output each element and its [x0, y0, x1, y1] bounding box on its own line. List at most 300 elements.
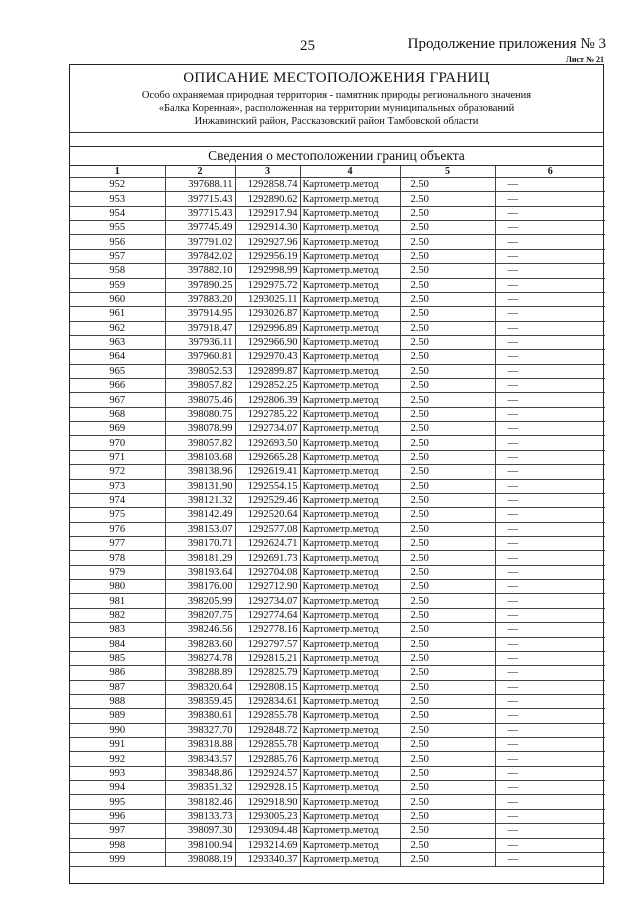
- accuracy-cell: 2.50: [400, 752, 495, 766]
- x-coordinate-cell: 397745.49: [165, 221, 235, 235]
- description-cell: —: [495, 393, 605, 407]
- table-row: [70, 407, 605, 421]
- accuracy-cell: 2.50: [400, 694, 495, 708]
- table-row: [70, 608, 605, 622]
- description-cell: —: [495, 809, 605, 823]
- accuracy-cell: 2.50: [400, 838, 495, 852]
- point-number-cell: 963: [70, 335, 165, 349]
- table-row: [70, 694, 605, 708]
- coordinates-table: [70, 166, 605, 867]
- table-row: [70, 436, 605, 450]
- y-coordinate-cell: 1292520.64: [235, 508, 300, 522]
- description-cell: —: [495, 795, 605, 809]
- point-number-cell: 991: [70, 738, 165, 752]
- y-coordinate-cell: 1292734.07: [235, 422, 300, 436]
- point-number-cell: 956: [70, 235, 165, 249]
- table-row: [70, 192, 605, 206]
- table-row: [70, 651, 605, 665]
- x-coordinate-cell: 398348.86: [165, 766, 235, 780]
- y-coordinate-cell: 1292975.72: [235, 278, 300, 292]
- table-row: [70, 752, 605, 766]
- object-description-line-3: Инжавинский район, Рассказовский район Тамбовской области: [194, 116, 479, 127]
- accuracy-cell: 2.50: [400, 335, 495, 349]
- accuracy-cell: 2.50: [400, 809, 495, 823]
- accuracy-cell: 2.50: [400, 321, 495, 335]
- y-coordinate-cell: 1292704.08: [235, 565, 300, 579]
- x-coordinate-cell: 398193.64: [165, 565, 235, 579]
- point-number-cell: 955: [70, 221, 165, 235]
- method-cell: Картометр.метод: [300, 235, 400, 249]
- method-cell: Картометр.метод: [300, 565, 400, 579]
- point-number-cell: 952: [70, 178, 165, 192]
- y-coordinate-cell: 1292665.28: [235, 450, 300, 464]
- description-cell: —: [495, 752, 605, 766]
- table-row: [70, 422, 605, 436]
- y-coordinate-cell: 1292712.90: [235, 580, 300, 594]
- accuracy-cell: 2.50: [400, 292, 495, 306]
- x-coordinate-cell: 398283.60: [165, 637, 235, 651]
- y-coordinate-cell: 1292834.61: [235, 694, 300, 708]
- description-cell: —: [495, 852, 605, 866]
- method-cell: Картометр.метод: [300, 278, 400, 292]
- y-coordinate-cell: 1292858.74: [235, 178, 300, 192]
- description-cell: —: [495, 249, 605, 263]
- x-coordinate-cell: 398318.88: [165, 738, 235, 752]
- point-number-cell: 975: [70, 508, 165, 522]
- method-cell: Картометр.метод: [300, 795, 400, 809]
- accuracy-cell: 2.50: [400, 407, 495, 421]
- y-coordinate-cell: 1292855.78: [235, 738, 300, 752]
- point-number-cell: 978: [70, 551, 165, 565]
- method-cell: Картометр.метод: [300, 436, 400, 450]
- y-coordinate-cell: 1292785.22: [235, 407, 300, 421]
- method-cell: Картометр.метод: [300, 824, 400, 838]
- point-number-cell: 960: [70, 292, 165, 306]
- x-coordinate-cell: 398380.61: [165, 709, 235, 723]
- x-coordinate-cell: 397882.10: [165, 264, 235, 278]
- description-cell: —: [495, 335, 605, 349]
- method-cell: Картометр.метод: [300, 192, 400, 206]
- x-coordinate-cell: 398097.30: [165, 824, 235, 838]
- table-row: [70, 536, 605, 550]
- y-coordinate-cell: 1292927.96: [235, 235, 300, 249]
- table-row: [70, 479, 605, 493]
- point-number-cell: 994: [70, 781, 165, 795]
- description-cell: —: [495, 422, 605, 436]
- x-coordinate-cell: 398057.82: [165, 379, 235, 393]
- accuracy-cell: 2.50: [400, 206, 495, 220]
- y-coordinate-cell: 1293214.69: [235, 838, 300, 852]
- description-cell: —: [495, 637, 605, 651]
- method-cell: Картометр.метод: [300, 651, 400, 665]
- point-number-cell: 998: [70, 838, 165, 852]
- method-cell: Картометр.метод: [300, 335, 400, 349]
- description-cell: —: [495, 407, 605, 421]
- x-coordinate-cell: 398205.99: [165, 594, 235, 608]
- description-cell: —: [495, 580, 605, 594]
- column-header: 5: [400, 166, 495, 178]
- accuracy-cell: 2.50: [400, 651, 495, 665]
- y-coordinate-cell: 1293026.87: [235, 307, 300, 321]
- column-header: 6: [495, 166, 605, 178]
- column-header: 3: [235, 166, 300, 178]
- description-cell: —: [495, 493, 605, 507]
- point-number-cell: 985: [70, 651, 165, 665]
- description-cell: —: [495, 192, 605, 206]
- description-cell: —: [495, 178, 605, 192]
- y-coordinate-cell: 1292966.90: [235, 335, 300, 349]
- x-coordinate-cell: 397960.81: [165, 350, 235, 364]
- y-coordinate-cell: 1292778.16: [235, 623, 300, 637]
- table-row: [70, 723, 605, 737]
- table-body: [70, 178, 605, 867]
- y-coordinate-cell: 1292890.62: [235, 192, 300, 206]
- point-number-cell: 971: [70, 450, 165, 464]
- method-cell: Картометр.метод: [300, 422, 400, 436]
- description-cell: —: [495, 221, 605, 235]
- x-coordinate-cell: 398100.94: [165, 838, 235, 852]
- y-coordinate-cell: 1292852.25: [235, 379, 300, 393]
- method-cell: Картометр.метод: [300, 852, 400, 866]
- method-cell: Картометр.метод: [300, 680, 400, 694]
- point-number-cell: 995: [70, 795, 165, 809]
- method-cell: Картометр.метод: [300, 307, 400, 321]
- method-cell: Картометр.метод: [300, 264, 400, 278]
- table-row: [70, 249, 605, 263]
- accuracy-cell: 2.50: [400, 824, 495, 838]
- y-coordinate-cell: 1293094.48: [235, 824, 300, 838]
- description-cell: —: [495, 766, 605, 780]
- point-number-cell: 993: [70, 766, 165, 780]
- point-number-cell: 980: [70, 580, 165, 594]
- point-number-cell: 983: [70, 623, 165, 637]
- method-cell: Картометр.метод: [300, 292, 400, 306]
- y-coordinate-cell: 1292956.19: [235, 249, 300, 263]
- method-cell: Картометр.метод: [300, 221, 400, 235]
- accuracy-cell: 2.50: [400, 221, 495, 235]
- table-row: [70, 235, 605, 249]
- point-number-cell: 997: [70, 824, 165, 838]
- x-coordinate-cell: 398327.70: [165, 723, 235, 737]
- point-number-cell: 969: [70, 422, 165, 436]
- accuracy-cell: 2.50: [400, 307, 495, 321]
- method-cell: Картометр.метод: [300, 752, 400, 766]
- description-cell: —: [495, 264, 605, 278]
- appendix-caption: Продолжение приложения № 3: [407, 36, 606, 52]
- point-number-cell: 972: [70, 465, 165, 479]
- table-row: [70, 221, 605, 235]
- x-coordinate-cell: 397842.02: [165, 249, 235, 263]
- table-row: [70, 364, 605, 378]
- method-cell: Картометр.метод: [300, 838, 400, 852]
- x-coordinate-cell: 398121.32: [165, 493, 235, 507]
- method-cell: Картометр.метод: [300, 249, 400, 263]
- description-cell: —: [495, 824, 605, 838]
- point-number-cell: 999: [70, 852, 165, 866]
- accuracy-cell: 2.50: [400, 723, 495, 737]
- x-coordinate-cell: 397715.43: [165, 192, 235, 206]
- method-cell: Картометр.метод: [300, 594, 400, 608]
- x-coordinate-cell: 398088.19: [165, 852, 235, 866]
- description-cell: —: [495, 350, 605, 364]
- column-header: 1: [70, 166, 165, 178]
- table-row: [70, 766, 605, 780]
- method-cell: Картометр.метод: [300, 350, 400, 364]
- table-row: [70, 465, 605, 479]
- accuracy-cell: 2.50: [400, 178, 495, 192]
- y-coordinate-cell: 1292918.90: [235, 795, 300, 809]
- x-coordinate-cell: 398207.75: [165, 608, 235, 622]
- method-cell: Картометр.метод: [300, 781, 400, 795]
- x-coordinate-cell: 398343.57: [165, 752, 235, 766]
- x-coordinate-cell: 398052.53: [165, 364, 235, 378]
- accuracy-cell: 2.50: [400, 192, 495, 206]
- table-row: [70, 565, 605, 579]
- accuracy-cell: 2.50: [400, 852, 495, 866]
- accuracy-cell: 2.50: [400, 608, 495, 622]
- y-coordinate-cell: 1292619.41: [235, 465, 300, 479]
- point-number-cell: 970: [70, 436, 165, 450]
- description-cell: —: [495, 551, 605, 565]
- method-cell: Картометр.метод: [300, 379, 400, 393]
- table-row: [70, 680, 605, 694]
- point-number-cell: 986: [70, 666, 165, 680]
- document-title: ОПИСАНИЕ МЕСТОПОЛОЖЕНИЯ ГРАНИЦ: [183, 70, 490, 86]
- accuracy-cell: 2.50: [400, 623, 495, 637]
- point-number-cell: 979: [70, 565, 165, 579]
- x-coordinate-cell: 398075.46: [165, 393, 235, 407]
- y-coordinate-cell: 1292624.71: [235, 536, 300, 550]
- table-row: [70, 393, 605, 407]
- x-coordinate-cell: 398138.96: [165, 465, 235, 479]
- description-cell: —: [495, 508, 605, 522]
- x-coordinate-cell: 398176.00: [165, 580, 235, 594]
- y-coordinate-cell: 1292691.73: [235, 551, 300, 565]
- page-number: 25: [300, 38, 315, 54]
- description-cell: —: [495, 680, 605, 694]
- object-description-line-1: Особо охраняемая природная территория - памятник природы регионального значения: [141, 90, 532, 101]
- point-number-cell: 992: [70, 752, 165, 766]
- accuracy-cell: 2.50: [400, 350, 495, 364]
- method-cell: Картометр.метод: [300, 623, 400, 637]
- accuracy-cell: 2.50: [400, 666, 495, 680]
- table-row: [70, 795, 605, 809]
- x-coordinate-cell: 397715.43: [165, 206, 235, 220]
- accuracy-cell: 2.50: [400, 637, 495, 651]
- description-cell: —: [495, 738, 605, 752]
- description-cell: —: [495, 594, 605, 608]
- method-cell: Картометр.метод: [300, 766, 400, 780]
- point-number-cell: 974: [70, 493, 165, 507]
- x-coordinate-cell: 398170.71: [165, 536, 235, 550]
- description-cell: —: [495, 838, 605, 852]
- x-coordinate-cell: 398078.99: [165, 422, 235, 436]
- object-description: [84, 89, 589, 128]
- point-number-cell: 967: [70, 393, 165, 407]
- method-cell: Картометр.метод: [300, 493, 400, 507]
- point-number-cell: 982: [70, 608, 165, 622]
- table-row: [70, 580, 605, 594]
- y-coordinate-cell: 1292693.50: [235, 436, 300, 450]
- table-row: [70, 450, 605, 464]
- description-cell: —: [495, 781, 605, 795]
- point-number-cell: 968: [70, 407, 165, 421]
- y-coordinate-cell: 1292899.87: [235, 364, 300, 378]
- table-row: [70, 738, 605, 752]
- method-cell: Картометр.метод: [300, 637, 400, 651]
- y-coordinate-cell: 1292815.21: [235, 651, 300, 665]
- y-coordinate-cell: 1292577.08: [235, 522, 300, 536]
- x-coordinate-cell: 397936.11: [165, 335, 235, 349]
- point-number-cell: 973: [70, 479, 165, 493]
- y-coordinate-cell: 1293005.23: [235, 809, 300, 823]
- description-cell: —: [495, 465, 605, 479]
- x-coordinate-cell: 397791.02: [165, 235, 235, 249]
- description-cell: —: [495, 694, 605, 708]
- method-cell: Картометр.метод: [300, 393, 400, 407]
- sheet-number: Лист № 21: [565, 55, 604, 64]
- method-cell: Картометр.метод: [300, 694, 400, 708]
- accuracy-cell: 2.50: [400, 536, 495, 550]
- point-number-cell: 981: [70, 594, 165, 608]
- table-row: [70, 508, 605, 522]
- table-row: [70, 666, 605, 680]
- accuracy-cell: 2.50: [400, 264, 495, 278]
- x-coordinate-cell: 398359.45: [165, 694, 235, 708]
- point-number-cell: 987: [70, 680, 165, 694]
- accuracy-cell: 2.50: [400, 436, 495, 450]
- method-cell: Картометр.метод: [300, 364, 400, 378]
- table-row: [70, 824, 605, 838]
- x-coordinate-cell: 398133.73: [165, 809, 235, 823]
- table-row: [70, 350, 605, 364]
- method-cell: Картометр.метод: [300, 666, 400, 680]
- x-coordinate-cell: 398181.29: [165, 551, 235, 565]
- y-coordinate-cell: 1292529.46: [235, 493, 300, 507]
- accuracy-cell: 2.50: [400, 766, 495, 780]
- method-cell: Картометр.метод: [300, 738, 400, 752]
- accuracy-cell: 2.50: [400, 422, 495, 436]
- accuracy-cell: 2.50: [400, 450, 495, 464]
- column-header: 4: [300, 166, 400, 178]
- method-cell: Картометр.метод: [300, 450, 400, 464]
- method-cell: Картометр.метод: [300, 709, 400, 723]
- description-cell: —: [495, 565, 605, 579]
- accuracy-cell: 2.50: [400, 364, 495, 378]
- point-number-cell: 977: [70, 536, 165, 550]
- accuracy-cell: 2.50: [400, 379, 495, 393]
- method-cell: Картометр.метод: [300, 723, 400, 737]
- accuracy-cell: 2.50: [400, 235, 495, 249]
- method-cell: Картометр.метод: [300, 508, 400, 522]
- method-cell: Картометр.метод: [300, 206, 400, 220]
- table-row: [70, 637, 605, 651]
- point-number-cell: 988: [70, 694, 165, 708]
- accuracy-cell: 2.50: [400, 795, 495, 809]
- accuracy-cell: 2.50: [400, 738, 495, 752]
- table-row: [70, 709, 605, 723]
- point-number-cell: 976: [70, 522, 165, 536]
- y-coordinate-cell: 1292734.07: [235, 594, 300, 608]
- y-coordinate-cell: 1292996.89: [235, 321, 300, 335]
- accuracy-cell: 2.50: [400, 508, 495, 522]
- y-coordinate-cell: 1292797.57: [235, 637, 300, 651]
- point-number-cell: 958: [70, 264, 165, 278]
- description-cell: —: [495, 623, 605, 637]
- table-row: [70, 594, 605, 608]
- y-coordinate-cell: 1293025.11: [235, 292, 300, 306]
- description-cell: —: [495, 436, 605, 450]
- x-coordinate-cell: 398274.78: [165, 651, 235, 665]
- method-cell: Картометр.метод: [300, 536, 400, 550]
- table-row: [70, 838, 605, 852]
- point-number-cell: 964: [70, 350, 165, 364]
- description-cell: —: [495, 364, 605, 378]
- column-header: 2: [165, 166, 235, 178]
- table-row: [70, 781, 605, 795]
- description-cell: —: [495, 522, 605, 536]
- table-row: [70, 623, 605, 637]
- description-cell: —: [495, 666, 605, 680]
- accuracy-cell: 2.50: [400, 479, 495, 493]
- method-cell: Картометр.метод: [300, 321, 400, 335]
- description-cell: —: [495, 450, 605, 464]
- y-coordinate-cell: 1292825.79: [235, 666, 300, 680]
- accuracy-cell: 2.50: [400, 393, 495, 407]
- method-cell: Картометр.метод: [300, 551, 400, 565]
- table-row: [70, 178, 605, 192]
- table-row: [70, 335, 605, 349]
- method-cell: Картометр.метод: [300, 407, 400, 421]
- y-coordinate-cell: 1292885.76: [235, 752, 300, 766]
- y-coordinate-cell: 1293340.37: [235, 852, 300, 866]
- x-coordinate-cell: 398182.46: [165, 795, 235, 809]
- accuracy-cell: 2.50: [400, 580, 495, 594]
- y-coordinate-cell: 1292928.15: [235, 781, 300, 795]
- point-number-cell: 959: [70, 278, 165, 292]
- method-cell: Картометр.метод: [300, 580, 400, 594]
- point-number-cell: 953: [70, 192, 165, 206]
- table-row: [70, 522, 605, 536]
- y-coordinate-cell: 1292554.15: [235, 479, 300, 493]
- description-cell: —: [495, 651, 605, 665]
- y-coordinate-cell: 1292924.57: [235, 766, 300, 780]
- point-number-cell: 984: [70, 637, 165, 651]
- description-cell: —: [495, 479, 605, 493]
- description-cell: —: [495, 278, 605, 292]
- description-cell: —: [495, 206, 605, 220]
- y-coordinate-cell: 1292848.72: [235, 723, 300, 737]
- x-coordinate-cell: 397688.11: [165, 178, 235, 192]
- x-coordinate-cell: 398153.07: [165, 522, 235, 536]
- method-cell: Картометр.метод: [300, 608, 400, 622]
- description-cell: —: [495, 235, 605, 249]
- point-number-cell: 996: [70, 809, 165, 823]
- y-coordinate-cell: 1292855.78: [235, 709, 300, 723]
- x-coordinate-cell: 397883.20: [165, 292, 235, 306]
- x-coordinate-cell: 397890.25: [165, 278, 235, 292]
- y-coordinate-cell: 1292917.94: [235, 206, 300, 220]
- method-cell: Картометр.метод: [300, 465, 400, 479]
- table-row: [70, 264, 605, 278]
- table-row: [70, 292, 605, 306]
- section-title: Сведения о местоположении границ объекта: [70, 147, 603, 166]
- description-cell: —: [495, 608, 605, 622]
- table-row: [70, 809, 605, 823]
- accuracy-cell: 2.50: [400, 522, 495, 536]
- x-coordinate-cell: 398246.56: [165, 623, 235, 637]
- point-number-cell: 961: [70, 307, 165, 321]
